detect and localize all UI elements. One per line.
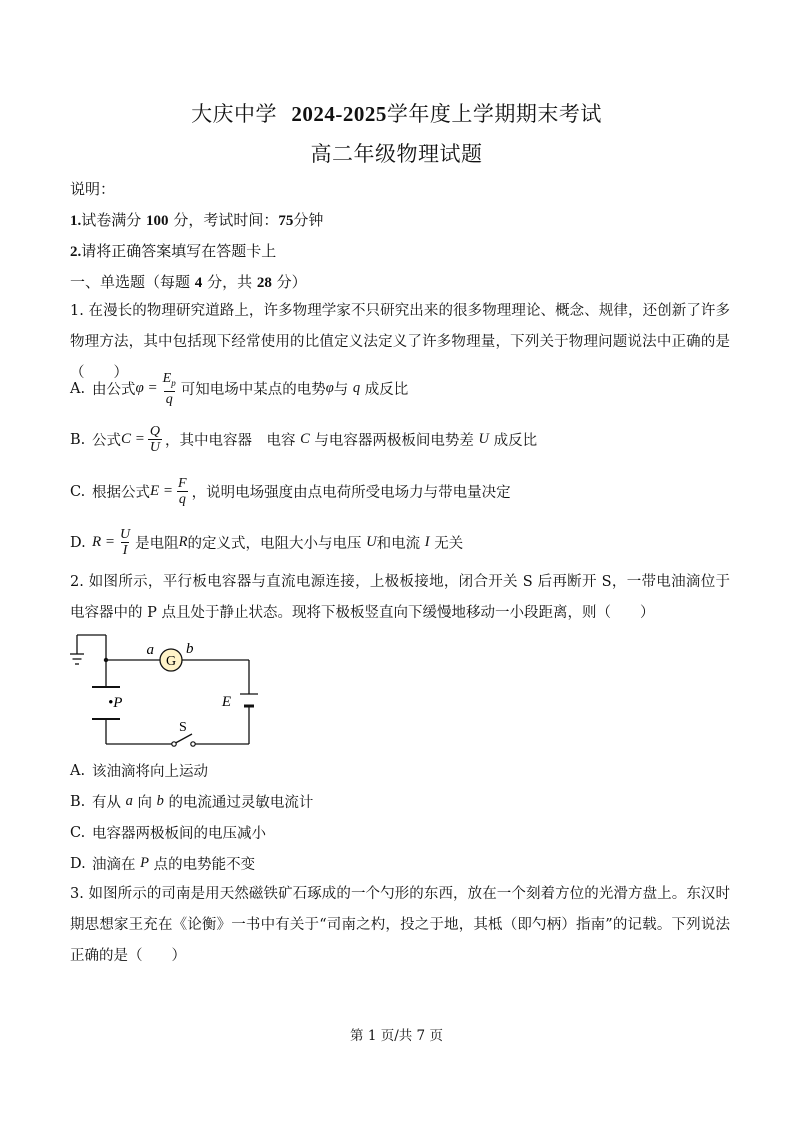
fraction-f-over-q: $\frac{F}{q}$ [178, 476, 187, 507]
switch-label: S [179, 720, 187, 735]
exam-subtitle: 高二年级物理试题 [310, 142, 483, 166]
switch-blade [176, 734, 193, 743]
exam-title [0, 98, 793, 128]
question-2-option-c[interactable]: C. 电容器两极板间的电压减小 [70, 824, 266, 842]
switch-contact [191, 742, 195, 746]
page-footer: 第 1 页/共 7 页 [350, 1028, 443, 1044]
question-2-option-b[interactable]: B. 有从 a 向 b 的电流通过灵敏电流计 [70, 793, 314, 811]
question-2-option-a[interactable]: A. 该油滴将向上运动 [70, 762, 208, 780]
terminal-a-label: a [146, 642, 154, 658]
question-1-option-d[interactable]: D. R = $\frac{U}{I}$ 是电阻 R 的定义式，电阻大小与电压 U 和电流 I 无关 [70, 527, 464, 558]
question-3-stem: 3. 如图所示的司南是用天然磁铁矿石琢成的一个勺形的东西，放在一个刻着方位的光滑方盘上。东汉时期思想家王充在《论衡》一书中有关于“司南之杓，投之于地，其柢（即勺柄）指南”的记载。下列说法正确的是（ ） [70, 886, 730, 964]
battery-label: E [221, 694, 231, 710]
question-1-stem: 1. 在漫长的物理研究道路上，许多物理学家不只研究出来的很多物理理论、概念、规律，还创新了许多物理方法，其中包括现下经常使用的比值定义法定义了许多物理量，下列关于物理问题说法中正确的是（ ） [70, 303, 730, 381]
capacitor-circuit-diagram [68, 632, 268, 750]
school-name: 大庆中学 [191, 102, 278, 126]
note-1: 1.试卷满分 100 分，考试时间：75分钟 [70, 211, 324, 229]
question-1-option-a[interactable]: A. 由公式 φ = $\frac{E_p}{q}$ 可知电场中某点的电势 φ 与 q 成反比 [70, 371, 409, 407]
school-year: 2024-2025 [291, 102, 387, 126]
question-2-stem: 2. 如图所示，平行板电容器与直流电源连接，上极板接地，闭合开关 S 后再断开 S，一带电油滴位于电容器中的 P 点且处于静止状态。现将下极板竖直向下缓慢地移动一小段距离，则（ ） [70, 574, 730, 621]
section-heading: 一、单选题（每题 4 分，共 28 分） [70, 273, 307, 291]
fraction-q-over-u: $\frac{Q}{U}$ [149, 424, 161, 455]
fraction-ep-over-q: $\frac{E_p}{q}$ [162, 371, 176, 407]
oil-drop-label: •P [108, 695, 123, 711]
ground-symbol [70, 635, 106, 664]
junction-dot [104, 658, 108, 662]
note-2: 2.请将正确答案填写在答题卡上 [70, 242, 277, 260]
terminal-b-label: b [186, 641, 194, 657]
fraction-u-over-i: $\frac{U}{I}$ [120, 527, 131, 558]
exam-term: 学年度上学期期末考试 [386, 102, 602, 126]
galvanometer-label: G [165, 654, 177, 669]
question-1-option-c[interactable]: C. 根据公式 E = $\frac{F}{q}$ ，说明电场强度由点电荷所受电场力与带电量决定 [70, 476, 511, 507]
question-2-option-d[interactable]: D. 油滴在 P 点的电势能不变 [70, 855, 256, 873]
notes-heading: 说明： [70, 180, 116, 198]
question-1-option-b[interactable]: B. 公式 C = $\frac{Q}{U}$ ，其中电容器 电容 C 与电容器两极板间电势差 U 成反比 [70, 424, 538, 455]
